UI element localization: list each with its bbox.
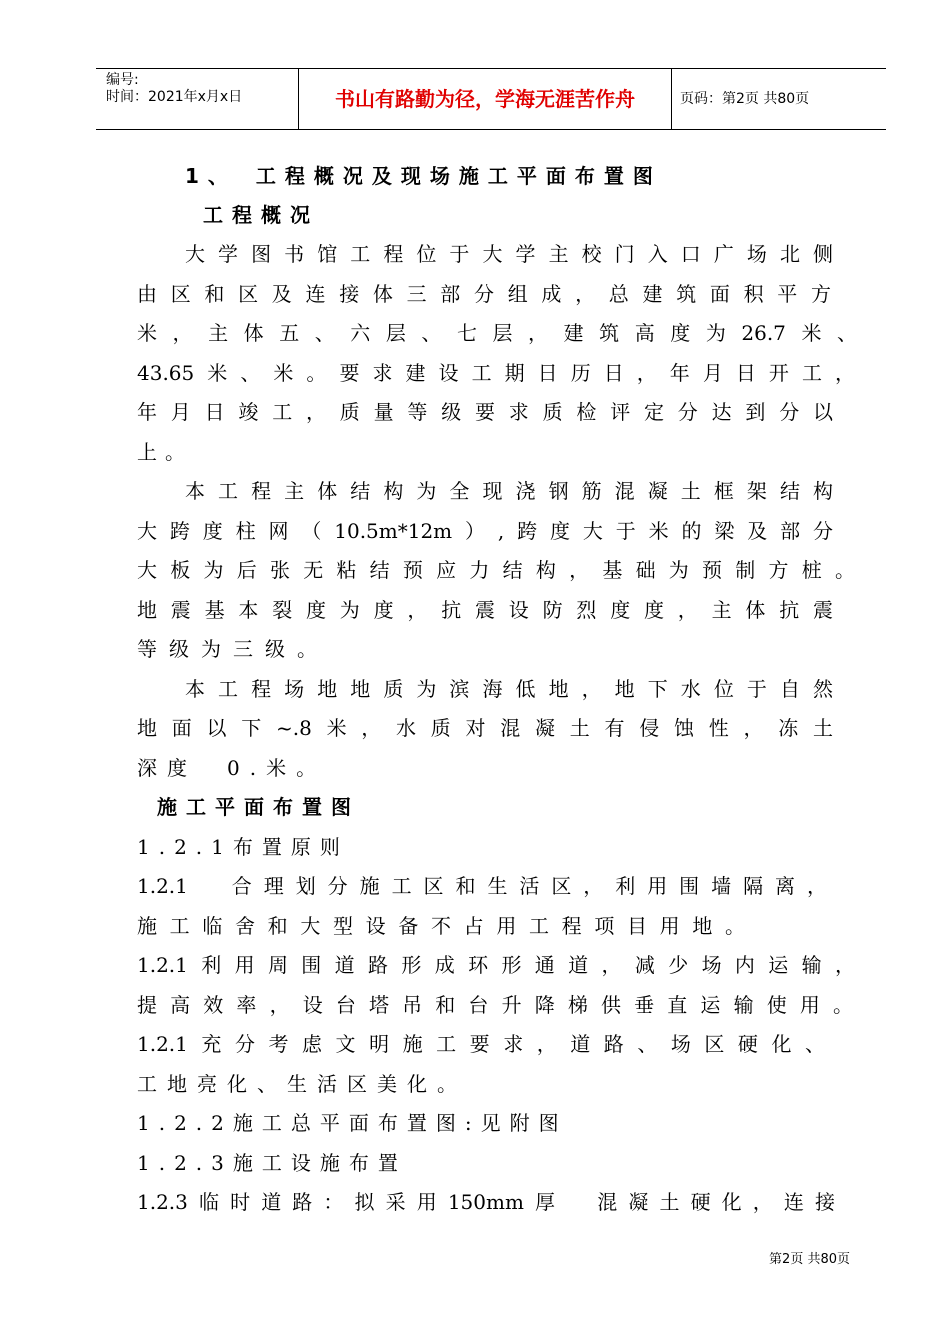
item-2: 1.2.1 合理划分施工区和生活区，利用围墙隔离， xyxy=(137,874,827,898)
header-meta xyxy=(96,69,298,129)
page-header xyxy=(96,68,886,130)
p1-line-1: 大学图书馆工程位于大学主校门入口广场北侧 xyxy=(185,242,833,266)
subtitle-layout: 施工平面布置图 xyxy=(157,795,360,819)
p2-line-3: 大板为后张无粘结预应力结构，基础为预制方桩。 xyxy=(137,558,855,582)
header-page-label: 页码：第2页 共80页 xyxy=(680,91,810,107)
section-title: 1、 工程概况及现场施工平面布置图 xyxy=(185,164,662,188)
item-1: 1.2.1布置原则 xyxy=(137,835,349,859)
p1-line-5: 年月日竣工，质量等级要求质检评定分达到分以 xyxy=(137,400,833,424)
p3-line-1: 本工程场地地质为滨海低地，地下水位于自然 xyxy=(185,677,833,701)
p1-line-2: 由区和区及连接体三部分组成，总建筑面积平方 xyxy=(137,282,831,306)
item-8: 1.2.2施工总平面布置图:见附图 xyxy=(137,1111,568,1135)
p1-line-6: 上。 xyxy=(137,440,193,464)
item-7: 工地亮化、生活区美化。 xyxy=(137,1072,467,1096)
page-footer: 第2页 共80页 xyxy=(769,1252,850,1267)
doc-number-label: 编号: xyxy=(106,72,139,88)
item-10: 1.2.3临时道路：拟采用150mm厚 混凝土硬化，连接 xyxy=(137,1190,835,1214)
p2-line-5: 等级为三级。 xyxy=(137,637,329,661)
p1-line-4: 43.65米、米。要求建设工期日历日，年月日开工， xyxy=(137,361,855,385)
p2-line-1: 本工程主体结构为全现浇钢筋混凝土框架结构 xyxy=(185,479,833,503)
header-motto: 书山有路勤为径，学海无涯苦作舟 xyxy=(298,69,672,129)
p2-line-2: 大跨度柱网（10.5m*12m）,跨度大于米的梁及部分 xyxy=(137,519,833,543)
p3-line-2: 地面以下~.8米，水质对混凝土有侵蚀性，冻土 xyxy=(137,716,833,740)
p2-line-4: 地震基本裂度为度，抗震设防烈度度，主体抗震 xyxy=(137,598,833,622)
p3-line-3: 深度 0.米。 xyxy=(137,756,327,780)
item-5: 提高效率，设台塔吊和台升降梯供垂直运输使用。 xyxy=(137,993,853,1017)
doc-time-label: 时间：2021年x月x日 xyxy=(106,89,243,105)
item-6: 1.2.1充分考虑文明施工要求，道路、场区硬化、 xyxy=(137,1032,825,1056)
item-4: 1.2.1利用周围道路形成环形通道，减少场内运输， xyxy=(137,953,855,977)
item-9: 1.2.3施工设施布置 xyxy=(137,1151,407,1175)
p1-line-3: 米，主体五、六层、七层，建筑高度为26.7米、 xyxy=(137,321,857,345)
item-3: 施工临舍和大型设备不占用工程项目用地。 xyxy=(137,914,745,938)
subtitle-overview: 工程概况 xyxy=(203,203,319,227)
